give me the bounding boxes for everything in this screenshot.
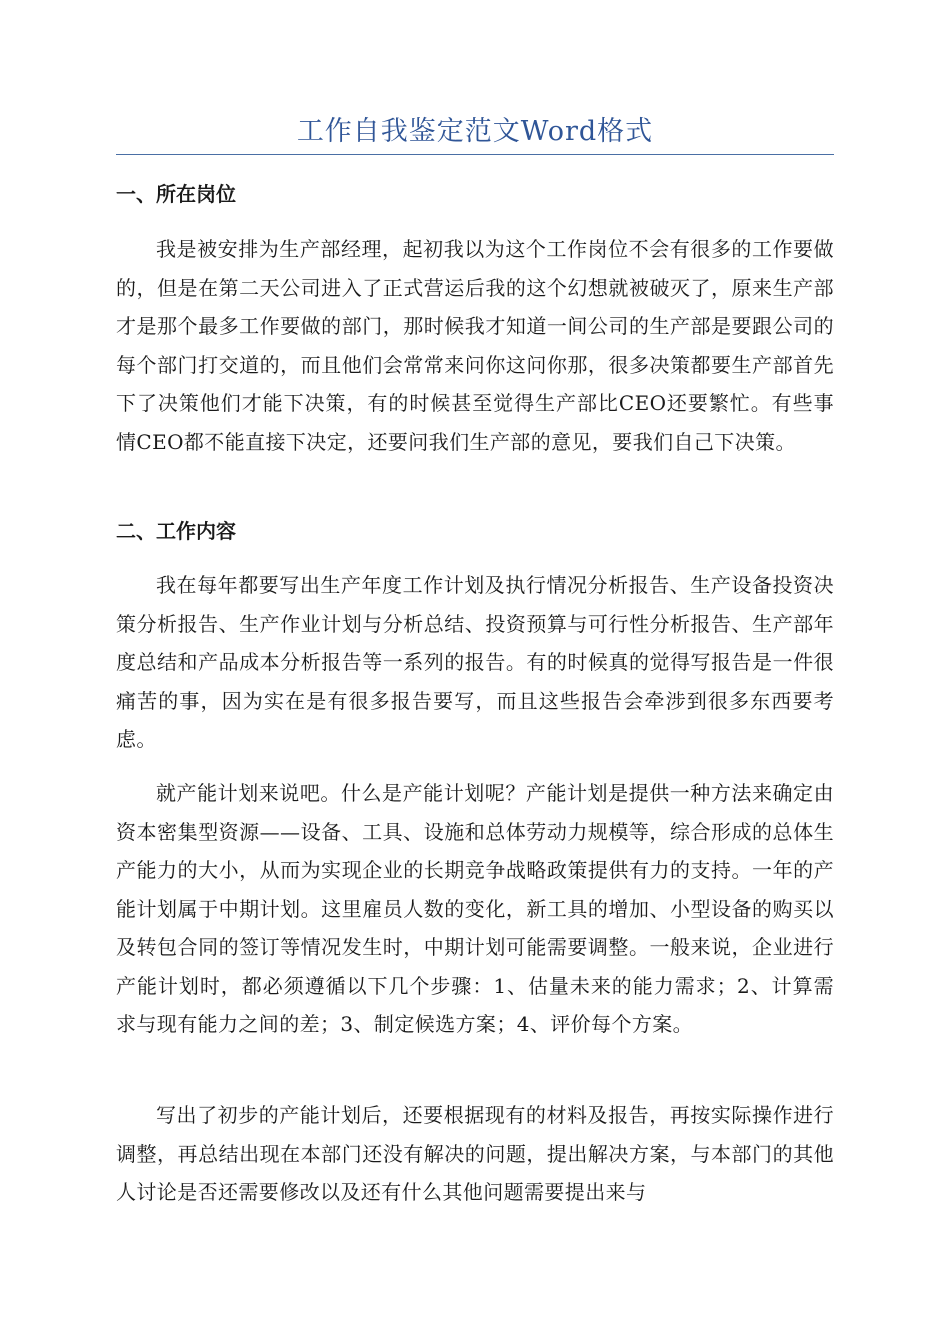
paragraph-capacity-planning: 就产能计划来说吧。什么是产能计划呢？产能计划是提供一种方法来确定由资本密集型资源——设备、工具、设施和总体劳动力规模等，综合形成的总体生产能力的大小，从而为实现企业的长期竞争战略政策提供有力的支持。一年的产能计划属于中期计划。这里雇员人数的变化，新工具的增加、小型设备的购买以及转包合同的签订等情况发生时，中期计划可能需要调整。一般来说，企业进行产能计划时，都必须遵循以下几个步骤：1、估量未来的能力需求；2、计算需求与现有能力之间的差；3、制定候选方案；4、评价每个方案。: [116, 781, 834, 1036]
paragraph-position-duties: 我是被安排为生产部经理，起初我以为这个工作岗位不会有很多的工作要做的，但是在第二天公司进入了正式营运后我的这个幻想就被破灭了，原来生产部才是那个最多工作要做的部门，那时候我才知道一间公司的生产部是要跟公司的每个部门打交道的，而且他们会常常来问你这问你那，很多决策都要生产部首先下了决策他们才能下决策，有的时候甚至觉得生产部比CEO还要繁忙。有些事情CEO都不能直接下决定，还要问我们生产部的意见，要我们自己下决策。: [116, 237, 834, 454]
section-heading-work-content: 二、工作内容: [116, 519, 236, 543]
paragraph-reports: 我在每年都要写出生产年度工作计划及执行情况分析报告、生产设备投资决策分析报告、生产作业计划与分析总结、投资预算与可行性分析报告、生产部年度总结和产品成本分析报告等一系列的报告。有的时候真的觉得写报告是一件很痛苦的事，因为实在是有很多报告要写，而且这些报告会牵涉到很多东西要考虑。: [116, 573, 834, 751]
section-heading-position: 一、所在岗位: [116, 182, 236, 206]
paragraph-plan-adjustment: 写出了初步的产能计划后，还要根据现有的材料及报告，再按实际操作进行调整，再总结出现在本部门还没有解决的问题，提出解决方案，与本部门的其他人讨论是否还需要修改以及还有什么其他问题需要提出来与: [116, 1103, 834, 1204]
title-underline: [116, 154, 834, 155]
document-title: 工作自我鉴定范文Word格式: [296, 116, 654, 147]
